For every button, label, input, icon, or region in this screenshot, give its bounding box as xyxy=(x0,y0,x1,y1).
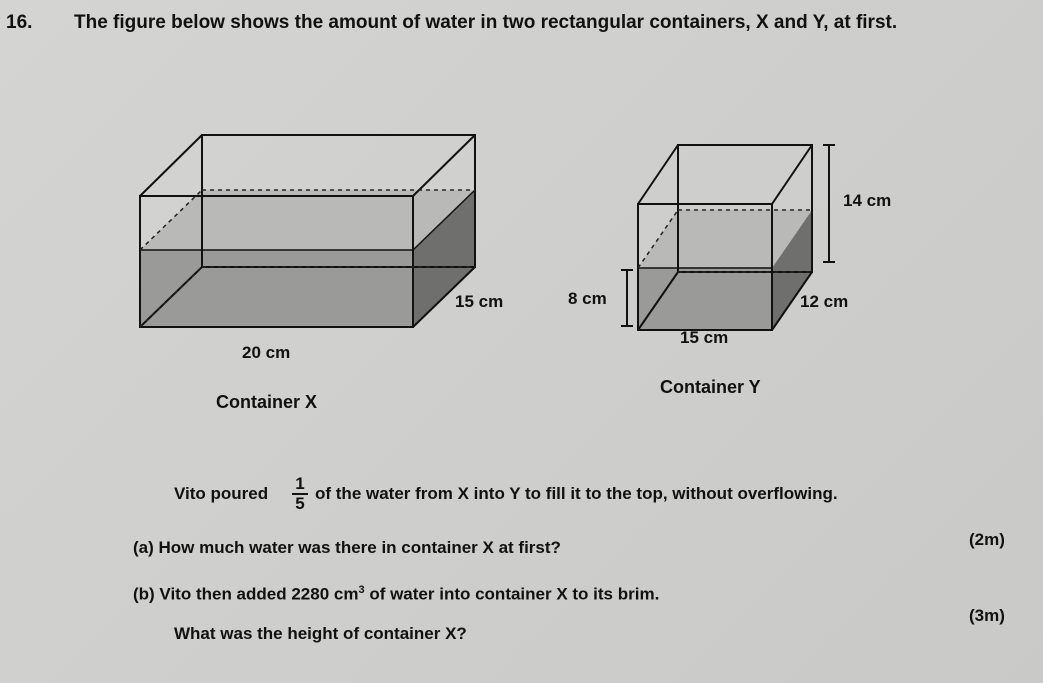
container-y-caption: Container Y xyxy=(660,377,761,397)
fraction-denominator: 5 xyxy=(295,494,305,513)
part-a-question: (a) How much water was there in container X at first? xyxy=(133,538,561,557)
container-y-width-label: 12 cm xyxy=(800,292,849,311)
container-x-length-label: 20 cm xyxy=(242,343,291,362)
part-a-marks: (2m) xyxy=(969,530,1005,549)
fraction-numerator: 1 xyxy=(292,475,308,495)
container-x-drawing xyxy=(140,135,475,327)
statement-after: of the water from X into Y to fill it to the top, without overflowing. xyxy=(315,484,838,503)
question-number: 16. xyxy=(6,12,33,33)
container-y-length-label: 15 cm xyxy=(680,328,729,347)
container-x-width-label: 15 cm xyxy=(455,292,504,311)
fraction-one-fifth xyxy=(292,475,308,513)
question-text: The figure below shows the amount of water in two rectangular containers, X and Y, at first. xyxy=(74,12,898,33)
part-b-marks: (3m) xyxy=(969,606,1005,625)
part-b-superscript: 3 xyxy=(358,584,365,596)
part-b-line2: What was the height of container X? xyxy=(174,624,467,643)
part-b-question xyxy=(133,584,659,605)
container-y-height-label: 14 cm xyxy=(843,191,892,210)
part-b-text-before: (b) Vito then added 2280 cm xyxy=(133,584,359,604)
container-y-water-front xyxy=(638,268,772,330)
part-b-text-after: of water into container X to its brim. xyxy=(364,584,660,604)
container-y-water-height-label: 8 cm xyxy=(568,289,607,308)
statement-before: Vito poured xyxy=(174,484,269,503)
container-x-caption: Container X xyxy=(216,392,318,412)
